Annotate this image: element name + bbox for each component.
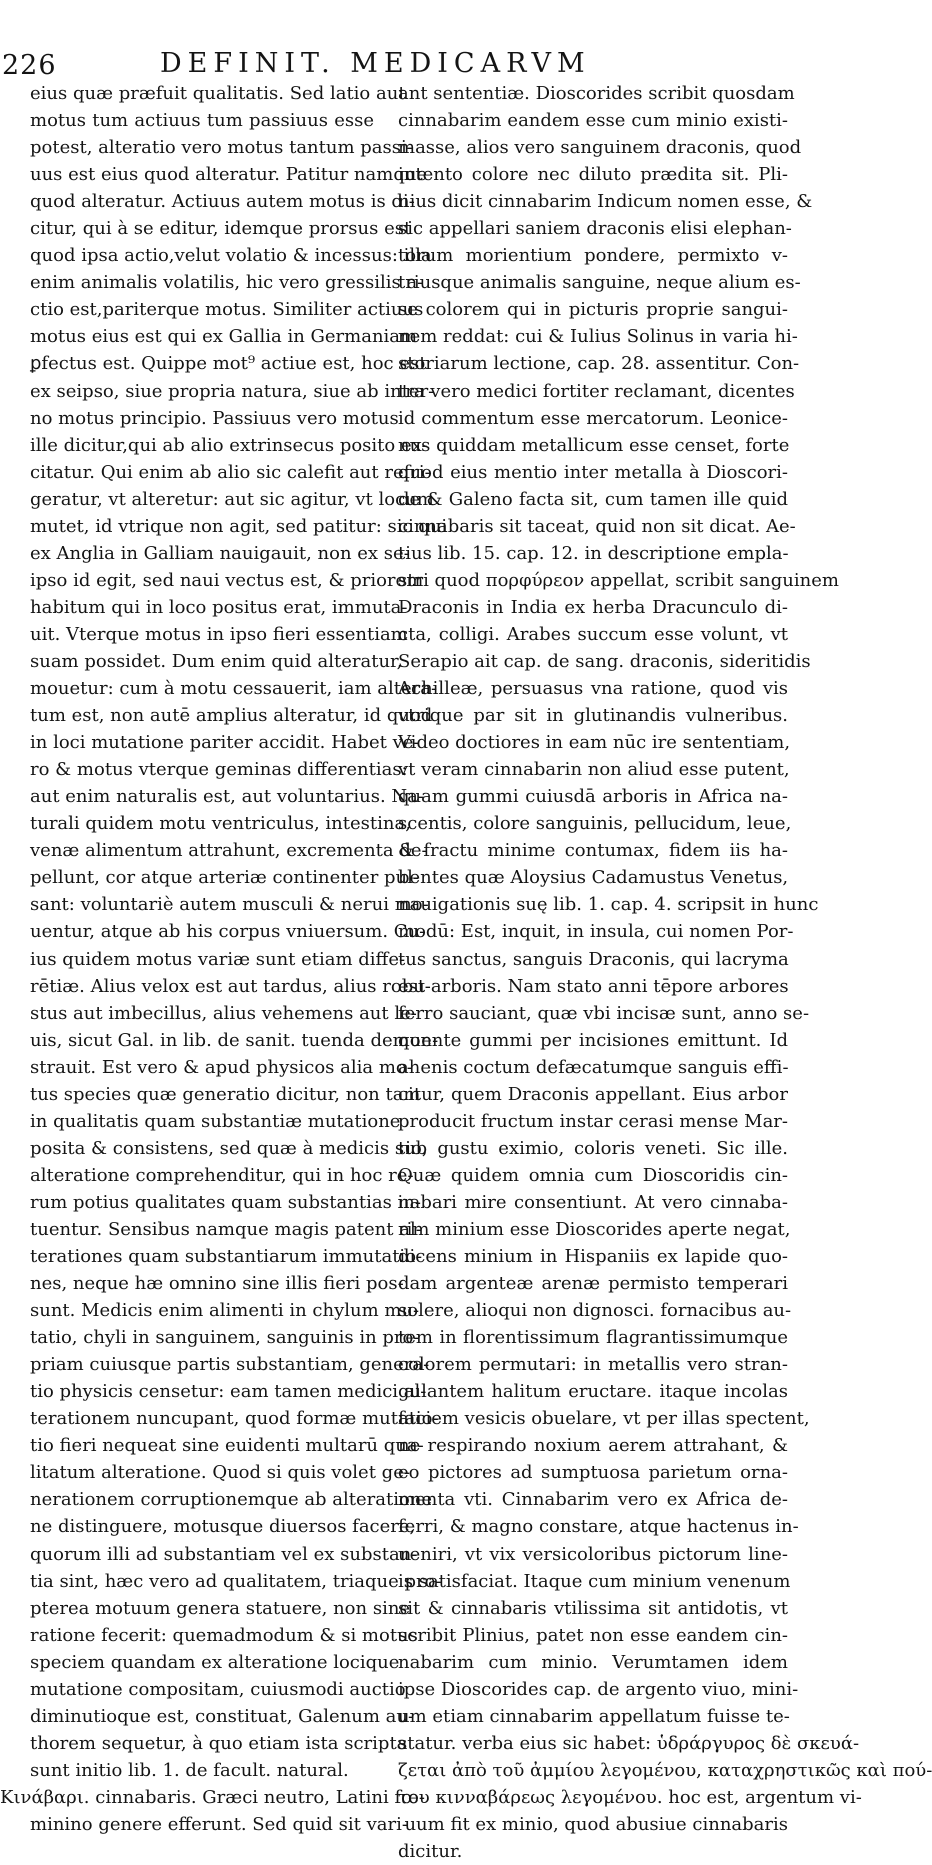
- text-line: uit. Vterque motus in ipso fieri essentiam: [30, 623, 408, 645]
- text-line: Quæ quidem omnia cum Dioscoridis cin-: [398, 1164, 788, 1186]
- text-line: vt veram cinnabarin non aliud esse putent,: [398, 759, 790, 781]
- text-line: enim animalis volatilis, hic vero gressilis a-: [30, 272, 424, 294]
- text-line: tio, gustu eximio, coloris veneti. Sic ille.: [398, 1137, 788, 1159]
- text-line: sic appellari saniem draconis elisi elephan-: [398, 218, 792, 240]
- text-line: tatio, chyli in sanguinem, sanguinis in pro-: [30, 1327, 420, 1349]
- text-line: gulantem halitum eructare. itaque incolas: [398, 1381, 788, 1403]
- text-line: motus tum actiuus tum passiuus esse: [30, 110, 374, 132]
- left-column: [0, 80, 448, 1838]
- text-line: tus sanctus, sanguis Draconis, qui lacryma: [398, 948, 789, 970]
- text-line: ueniri, vt vix versicoloribus pictorum line-: [398, 1543, 788, 1565]
- text-line: ex Anglia in Galliam nauigauit, non ex se-: [30, 542, 410, 564]
- text-line: nem reddat: cui & Iulius Solinus in varia hi-: [398, 326, 798, 348]
- text-line: um etiam cinnabarim appellatum fuisse te-: [398, 1705, 790, 1727]
- text-line: solere, alioqui non dignosci. fornacibus au-: [398, 1300, 792, 1322]
- text-line: ant sententiæ. Dioscorides scribit quosdam: [398, 83, 795, 104]
- text-line: ratione fecerit: quemadmodum & si motus: [30, 1624, 418, 1646]
- text-line: quod ipsa actio,velut volatio & incessus: illa: [30, 245, 432, 267]
- text-line: sunt. Medicis enim alimenti in chylum mu-: [30, 1300, 420, 1322]
- text-line: eo pictores ad sumptuosa parietum orna-: [398, 1462, 788, 1484]
- text-line: quod eius mentio inter metalla à Dioscori-: [398, 461, 788, 483]
- text-line: nes, neque hæ omnino sine illis fieri pos-: [30, 1273, 404, 1295]
- text-line: Κινάβαρι. cinnabaris. Græci neutro, Latini fœ-: [0, 1786, 426, 1808]
- text-line: bentes quæ Aloysius Cadamustus Venetus,: [398, 867, 789, 889]
- text-line: tus species quæ generatio dicitur, non tam: [30, 1083, 421, 1105]
- text-line: mutet, id vtrique non agit, sed patitur: sic qui: [30, 515, 448, 537]
- text-line: tum est, non autē amplius alteratur, id quod: [30, 705, 433, 727]
- text-line: in loci mutatione pariter accidit. Habet ve-: [30, 732, 420, 754]
- text-line: ne respirando noxium aerem attrahant, &: [398, 1435, 788, 1457]
- text-line: tia sint, hæc vero ad qualitatem, triaque pro-: [30, 1570, 442, 1592]
- text-line: sunt initio lib. 1. de facult. natural.: [30, 1759, 349, 1781]
- text-line: & fractu minime contumax, fidem iis ha-: [398, 840, 788, 862]
- text-line: uentur, atque ab his corpus vniuersum. Cu-: [30, 921, 426, 943]
- text-line: modū: Est, inquit, in insula, cui nomen Por-: [398, 921, 794, 943]
- text-line: de & Galeno facta sit, cum tamen ille quid: [398, 488, 788, 510]
- text-line: potest, alteratio vero motus tantum passi-: [30, 137, 413, 159]
- text-line: tius lib. 15. cap. 12. in descriptione empla-: [398, 542, 789, 564]
- text-line: vtrique par sit in glutinandis vulneribus.: [398, 705, 788, 727]
- text-line: ne distinguere, motusque diuersos facere,: [30, 1516, 416, 1538]
- text-line: uus est eius quod alteratur. Patitur namque: [30, 164, 428, 186]
- text-line: no motus principio. Passiuus vero motus: [30, 407, 399, 429]
- text-line: se colorem qui in picturis proprie sangui-: [398, 299, 788, 321]
- text-line: ille dicitur,qui ab alio extrinsecus posito ex-: [30, 434, 428, 456]
- text-line: geratur, vt alteretur: aut sic agitur, vt locum: [30, 488, 434, 510]
- text-line: pterea motuum genera statuere, non sine: [30, 1597, 411, 1619]
- text-line: nerationem corruptionemque ab alteratione: [30, 1489, 433, 1511]
- text-line: id commentum esse mercatorum. Leonice-: [398, 407, 788, 429]
- text-line: minino genere efferunt. Sed quid sit vari-: [30, 1814, 408, 1835]
- text-line: cinnabarim eandem esse cum minio existi-: [398, 110, 788, 132]
- text-line: torum morientium pondere, permixto v-: [398, 245, 788, 267]
- text-line: sit & cinnabaris vtilissima sit antidotis, vt: [398, 1597, 788, 1619]
- text-line: est arboris. Nam stato anni tēpore arbores: [398, 975, 789, 997]
- text-line: sant: voluntariè autem musculi & nerui mo-: [30, 894, 429, 916]
- text-line: ipse Dioscorides cap. de argento viuo, mini-: [398, 1678, 799, 1700]
- text-line: terationem nuncupant, quod formæ mutatio-: [30, 1408, 439, 1430]
- right-column: [398, 80, 932, 1865]
- text-line: quente gummi per incisiones emittunt. Id: [398, 1029, 788, 1051]
- text-line: Draconis in India ex herba Dracunculo di-: [398, 596, 788, 618]
- text-line: aut enim naturalis est, aut voluntarius. Na-: [30, 786, 424, 808]
- text-line: motus eius est qui ex Gallia in Germaniam: [30, 326, 418, 348]
- text-line: menta vti. Cinnabarim vero ex Africa de-: [398, 1489, 788, 1511]
- text-line: dam argenteæ arenæ permisto temperari: [398, 1273, 788, 1295]
- text-line: speciem quandam ex alteratione locique: [30, 1651, 400, 1673]
- text-line: pellunt, cor atque arteriæ continenter pul-: [30, 867, 419, 889]
- text-line: ctio est,pariterque motus. Similiter actiuus: [30, 299, 424, 321]
- text-line: nus quiddam metallicum esse censet, forte: [398, 434, 790, 456]
- text-line: litatum alteratione. Quod si quis volet ge-: [30, 1462, 410, 1484]
- text-line: scribit Plinius, patet non esse eandem cin-: [398, 1624, 788, 1646]
- text-line: storiarum lectione, cap. 28. assentitur. Con-: [398, 353, 800, 375]
- text-line: ferri, & magno constare, atque hactenus in-: [398, 1516, 799, 1538]
- text-line: nabari mire consentiunt. At vero cinnaba-: [398, 1191, 788, 1213]
- text-line: Video doctiores in eam nūc ire sententiam,: [398, 732, 791, 754]
- text-line: colorem permutari: in metallis vero stran-: [398, 1354, 788, 1376]
- text-line: mouetur: cum à motu cessauerit, iam altera-: [30, 678, 438, 700]
- text-line: ex seipso, siue propria natura, siue ab inter-: [30, 380, 435, 402]
- text-line: tra vero medici fortiter reclamant, dicentes: [398, 380, 795, 402]
- text-line: nius dicit cinnabarim Indicum nomen esse, &: [398, 191, 813, 213]
- text-line: habitum qui in loco positus erat, immuta-: [30, 596, 408, 618]
- text-line: strauit. Est vero & apud physicos alia mo-: [30, 1056, 413, 1078]
- text-line: ahenis coctum defæcatumque sanguis effi-: [398, 1056, 789, 1078]
- text-line: scentis, colore sanguinis, pellucidum, leue,: [398, 813, 792, 835]
- text-line: dicitur.: [398, 1841, 463, 1863]
- text-line: is satisfaciat. Itaque cum minium venenum: [398, 1570, 791, 1592]
- text-line: citur, qui à se editur, idemque prorsus est: [30, 218, 412, 240]
- text-line: Serapio ait cap. de sang. draconis, sideritidis: [398, 650, 811, 672]
- text-line: producit fructum instar cerasi mense Mar-: [398, 1110, 788, 1132]
- text-line: rum potius qualitates quam substantias in-: [30, 1191, 421, 1213]
- text-line: quam gummi cuiusdā arboris in Africa na-: [398, 786, 788, 808]
- text-line: alteratione comprehenditur, qui in hoc re-: [30, 1164, 414, 1186]
- text-line: rim minium esse Dioscorides aperte negat,: [398, 1218, 791, 1240]
- text-line: dicens minium in Hispaniis ex lapide quo-: [398, 1246, 788, 1268]
- text-line: turali quidem motu ventriculus, intestina,: [30, 813, 411, 835]
- text-line: citatur. Qui enim ab alio sic calefit aut refri-: [30, 461, 431, 483]
- text-line: ζεται ἀπὸ τοῦ ἀμμίου λεγομένου, καταχρηστικῶς καὶ πού-: [398, 1759, 932, 1781]
- text-line: cinnabaris sit taceat, quid non sit dicat. Ae-: [398, 515, 796, 537]
- text-line: nabarim cum minio. Verumtamen idem: [398, 1651, 788, 1673]
- text-line: posita & consistens, sed quæ à medicis sub: [30, 1137, 428, 1159]
- text-line: tio fieri nequeat sine euidenti multarū qua-: [30, 1435, 424, 1457]
- text-line: quod alteratur. Actiuus autem motus is di-: [30, 191, 415, 213]
- running-head: DEFINIT. MEDICARVM: [160, 48, 591, 79]
- text-line: uis, sicut Gal. in lib. de sanit. tuenda demon-: [30, 1029, 439, 1051]
- text-line: triusque animalis sanguine, neque alium es-: [398, 272, 801, 294]
- text-line: ꝑfectus est. Quippe mot⁹ actiue est, hoc est: [30, 353, 427, 375]
- text-line: του κινναβάρεως λεγομένου. hoc est, argentum vi-: [398, 1786, 862, 1808]
- text-line: citur, quem Draconis appellant. Eius arbor: [398, 1083, 788, 1105]
- text-line: suam possidet. Dum enim quid alteratur,: [30, 650, 403, 672]
- text-line: nauigationis suę lib. 1. cap. 4. scripsit in hunc: [398, 894, 819, 916]
- text-line: faciem vesicis obuelare, vt per illas spectent,: [398, 1408, 810, 1430]
- text-line: eius quæ præfuit qualitatis. Sed latio aut: [30, 83, 406, 104]
- text-line: rētiæ. Alius velox est aut tardus, alius robu-: [30, 975, 431, 997]
- text-line: diminutioque est, constituat, Galenum au-: [30, 1705, 415, 1727]
- text-line: ipso id egit, sed naui vectus est, & priorem: [30, 569, 424, 591]
- text-line: priam cuiusque partis substantiam, genera-: [30, 1354, 430, 1376]
- text-line: intento colore nec diluto prædita sit. Pli-: [398, 164, 788, 186]
- text-line: stri quod πορφύρεον appellat, scribit sanguinem: [398, 569, 839, 591]
- text-line: tem in florentissimum flagrantissimumque: [398, 1327, 788, 1349]
- text-line: statur. verba eius sic habet: ὑδράργυρος δὲ σκευά-: [398, 1732, 860, 1754]
- text-line: venæ alimentum attrahunt, excrementa de-: [30, 840, 428, 862]
- page-number: 226: [2, 50, 57, 81]
- text-line: in qualitatis quam substantiæ mutatione: [30, 1110, 401, 1132]
- text-line: thorem sequetur, à quo etiam ista scripta: [30, 1732, 408, 1754]
- text-line: masse, alios vero sanguinem draconis, quod: [398, 137, 802, 159]
- text-line: stus aut imbecillus, alius vehemens aut le-: [30, 1002, 417, 1024]
- text-line: Achilleæ, persuasus vna ratione, quod vis: [398, 678, 788, 700]
- text-line: ro & motus vterque geminas differentias:: [30, 759, 408, 781]
- text-line: uum fit ex minio, quod abusiue cinnabaris: [404, 1814, 788, 1835]
- text-line: tio physicis censetur: eam tamen medici al-: [30, 1381, 427, 1403]
- text-line: tuentur. Sensibus namque magis patent al-: [30, 1218, 422, 1240]
- text-line: mutatione compositam, cuiusmodi auctio: [30, 1678, 406, 1700]
- text-line: ferro sauciant, quæ vbi incisæ sunt, anno se-: [398, 1002, 810, 1024]
- text-line: terationes quam substantiarum immutatio-: [30, 1246, 423, 1268]
- text-line: quorum illi ad substantiam vel ex substan-: [30, 1543, 418, 1565]
- text-line: ius quidem motus variæ sunt etiam diffe-: [30, 948, 406, 970]
- text-line: cta, colligi. Arabes succum esse volunt, vt: [398, 623, 788, 645]
